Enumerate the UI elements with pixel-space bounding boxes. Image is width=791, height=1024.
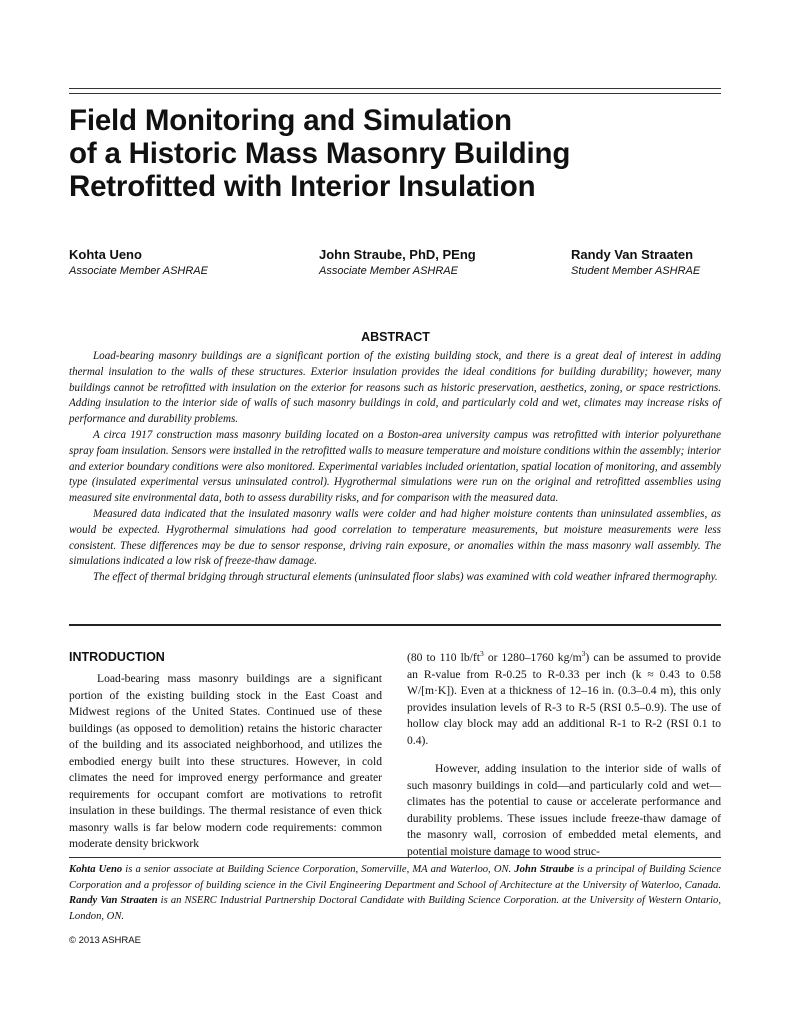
density-text: ) can be assumed to provide an R-value from R-0.25 to R-0.33 per inch (k ≈ 0.43 to 0.58 W/[m·K]). Even at a thickness of 12–16 in. (0.3–0.4 m), this only provides insulation levels of R-3 to R-5 (RSI 0.5–0.9). The use of hollow clay block may add an additional R-1 to R-2 (RSI 0.1 to 0.4). (407, 651, 722, 747)
author-name: Randy Van Straaten (571, 247, 694, 262)
copyright-notice: © 2013 ASHRAE (69, 935, 141, 946)
abstract-body (69, 349, 721, 586)
top-rule-1 (69, 88, 721, 89)
density-text: or 1280–1760 kg/m (483, 651, 582, 664)
paper-title (69, 104, 719, 203)
author-affiliation: Associate Member ASHRAE (69, 265, 208, 277)
author-affiliation: Student Member ASHRAE (571, 265, 701, 277)
superscript: 3 (581, 649, 586, 659)
introduction-heading: INTRODUCTION (69, 650, 165, 664)
abstract-paragraph: Measured data indicated that the insulated masonry walls were colder and had higher moisture contents than uninsulated assemblies, as would be expected. Hygrothermal simulations had good correlation to temperature measurements, but moisture measurements were less consistent. These differences may be due to sensor response, driving rain exposure, or anomalies within the mass masonry wall assembly. The simulations indicated a low risk of freeze-thaw damage. (69, 507, 721, 568)
intro-paragraph-continued (407, 650, 721, 749)
author-footnote (69, 862, 721, 924)
abstract-paragraph: The effect of thermal bridging through structural elements (uninsulated floor slabs) was examined with cold weather infrared thermography. (93, 571, 718, 584)
section-rule (69, 624, 721, 626)
footnote-text: is an NSERC Industrial Partnership Doctoral Candidate with Building Science Corporation. at the University of Western Ontario, London, ON. (69, 895, 721, 922)
intro-paragraph: Load-bearing mass masonry buildings are a significant portion of the existing building stock in the East Coast and Midwest regions of the United States. Continued use of these buildings (as opposed to demolition) retains the historic character of the building and its associated neighborhood, and utilizes the embodied energy built into these structures. However, in cold climates the need for improved energy performance and greater requirements for occupant comfort are motivations to retrofit insulation in these buildings. The thermal resistance of even thick masonry walls is far below modern code requirements: common moderate density brickwork (69, 672, 382, 850)
superscript: 3 (479, 649, 484, 659)
top-rule-2 (69, 93, 721, 94)
author-block (319, 246, 476, 278)
footnote-rule (69, 857, 721, 858)
author-name: John Straube, PhD, PEng (319, 247, 476, 262)
footnote-author-name: Randy Van Straaten (69, 895, 158, 907)
footnote-text: is a senior associate at Building Science Corporation, Somerville, MA and Waterloo, ON. (122, 864, 515, 875)
title-line: Retrofitted with Interior Insulation (69, 170, 536, 203)
footnote-text: is a principal of Building Science Corporation and a professor of building science in the Civil Engineering Department and School of Architecture at the University of Waterloo, Canada. (69, 864, 722, 891)
abstract-heading: ABSTRACT (361, 330, 430, 344)
abstract-paragraph: Load-bearing masonry buildings are a significant portion of the existing building stock, and there is a great deal of interest in adding thermal insulation to the walls of these structures. Exterior insulation provides the ideal conditions for building durability; however, many buildings cannot be retrofitted with insulation on the exterior for reasons such as historic preservation, aesthetics, zoning, or space restrictions. Adding insulation to the interior side of walls of such masonry buildings in cold, and particularly cold and wet, climates may increase risks of performance and durability problems. (69, 350, 721, 426)
author-block (69, 246, 208, 278)
author-affiliation: Associate Member ASHRAE (319, 265, 458, 277)
left-column (69, 671, 382, 853)
title-line: Field Monitoring and Simulation (69, 104, 512, 137)
abstract-paragraph: A circa 1917 construction mass masonry building located on a Boston-area university campus was retrofitted with interior polyurethane spray foam insulation. Sensors were installed in the retrofitted walls to measure temperature and moisture conditions within the assembly; interior and exterior boundary conditions were also monitored. Experimental variables included orientation, spatial location of monitoring, and assembly type (insulated experimental versus uninsulated control). Hygrothermal simulations were run on the original and retrofitted assemblies using measured site environmental data, both to assess durability risks, and for comparison with the measured data. (69, 428, 721, 505)
density-text: (80 to 110 lb/ft (407, 651, 480, 664)
right-column (407, 650, 721, 860)
author-block (571, 246, 700, 278)
footnote-author-name: Kohta Ueno (69, 864, 123, 875)
intro-paragraph: However, adding insulation to the interior side of walls of such masonry buildings in cold—and particularly cold and wet—climates has the potential to cause or accelerate performance and durability problems. These issues include freeze-thaw damage of the masonry wall, corrosion of embedded metal elements, and potential moisture damage to wood struc- (407, 762, 721, 858)
title-line: of a Historic Mass Masonry Building (69, 137, 571, 170)
footnote-author-name: John Straube (514, 864, 574, 875)
author-name: Kohta Ueno (69, 247, 142, 262)
